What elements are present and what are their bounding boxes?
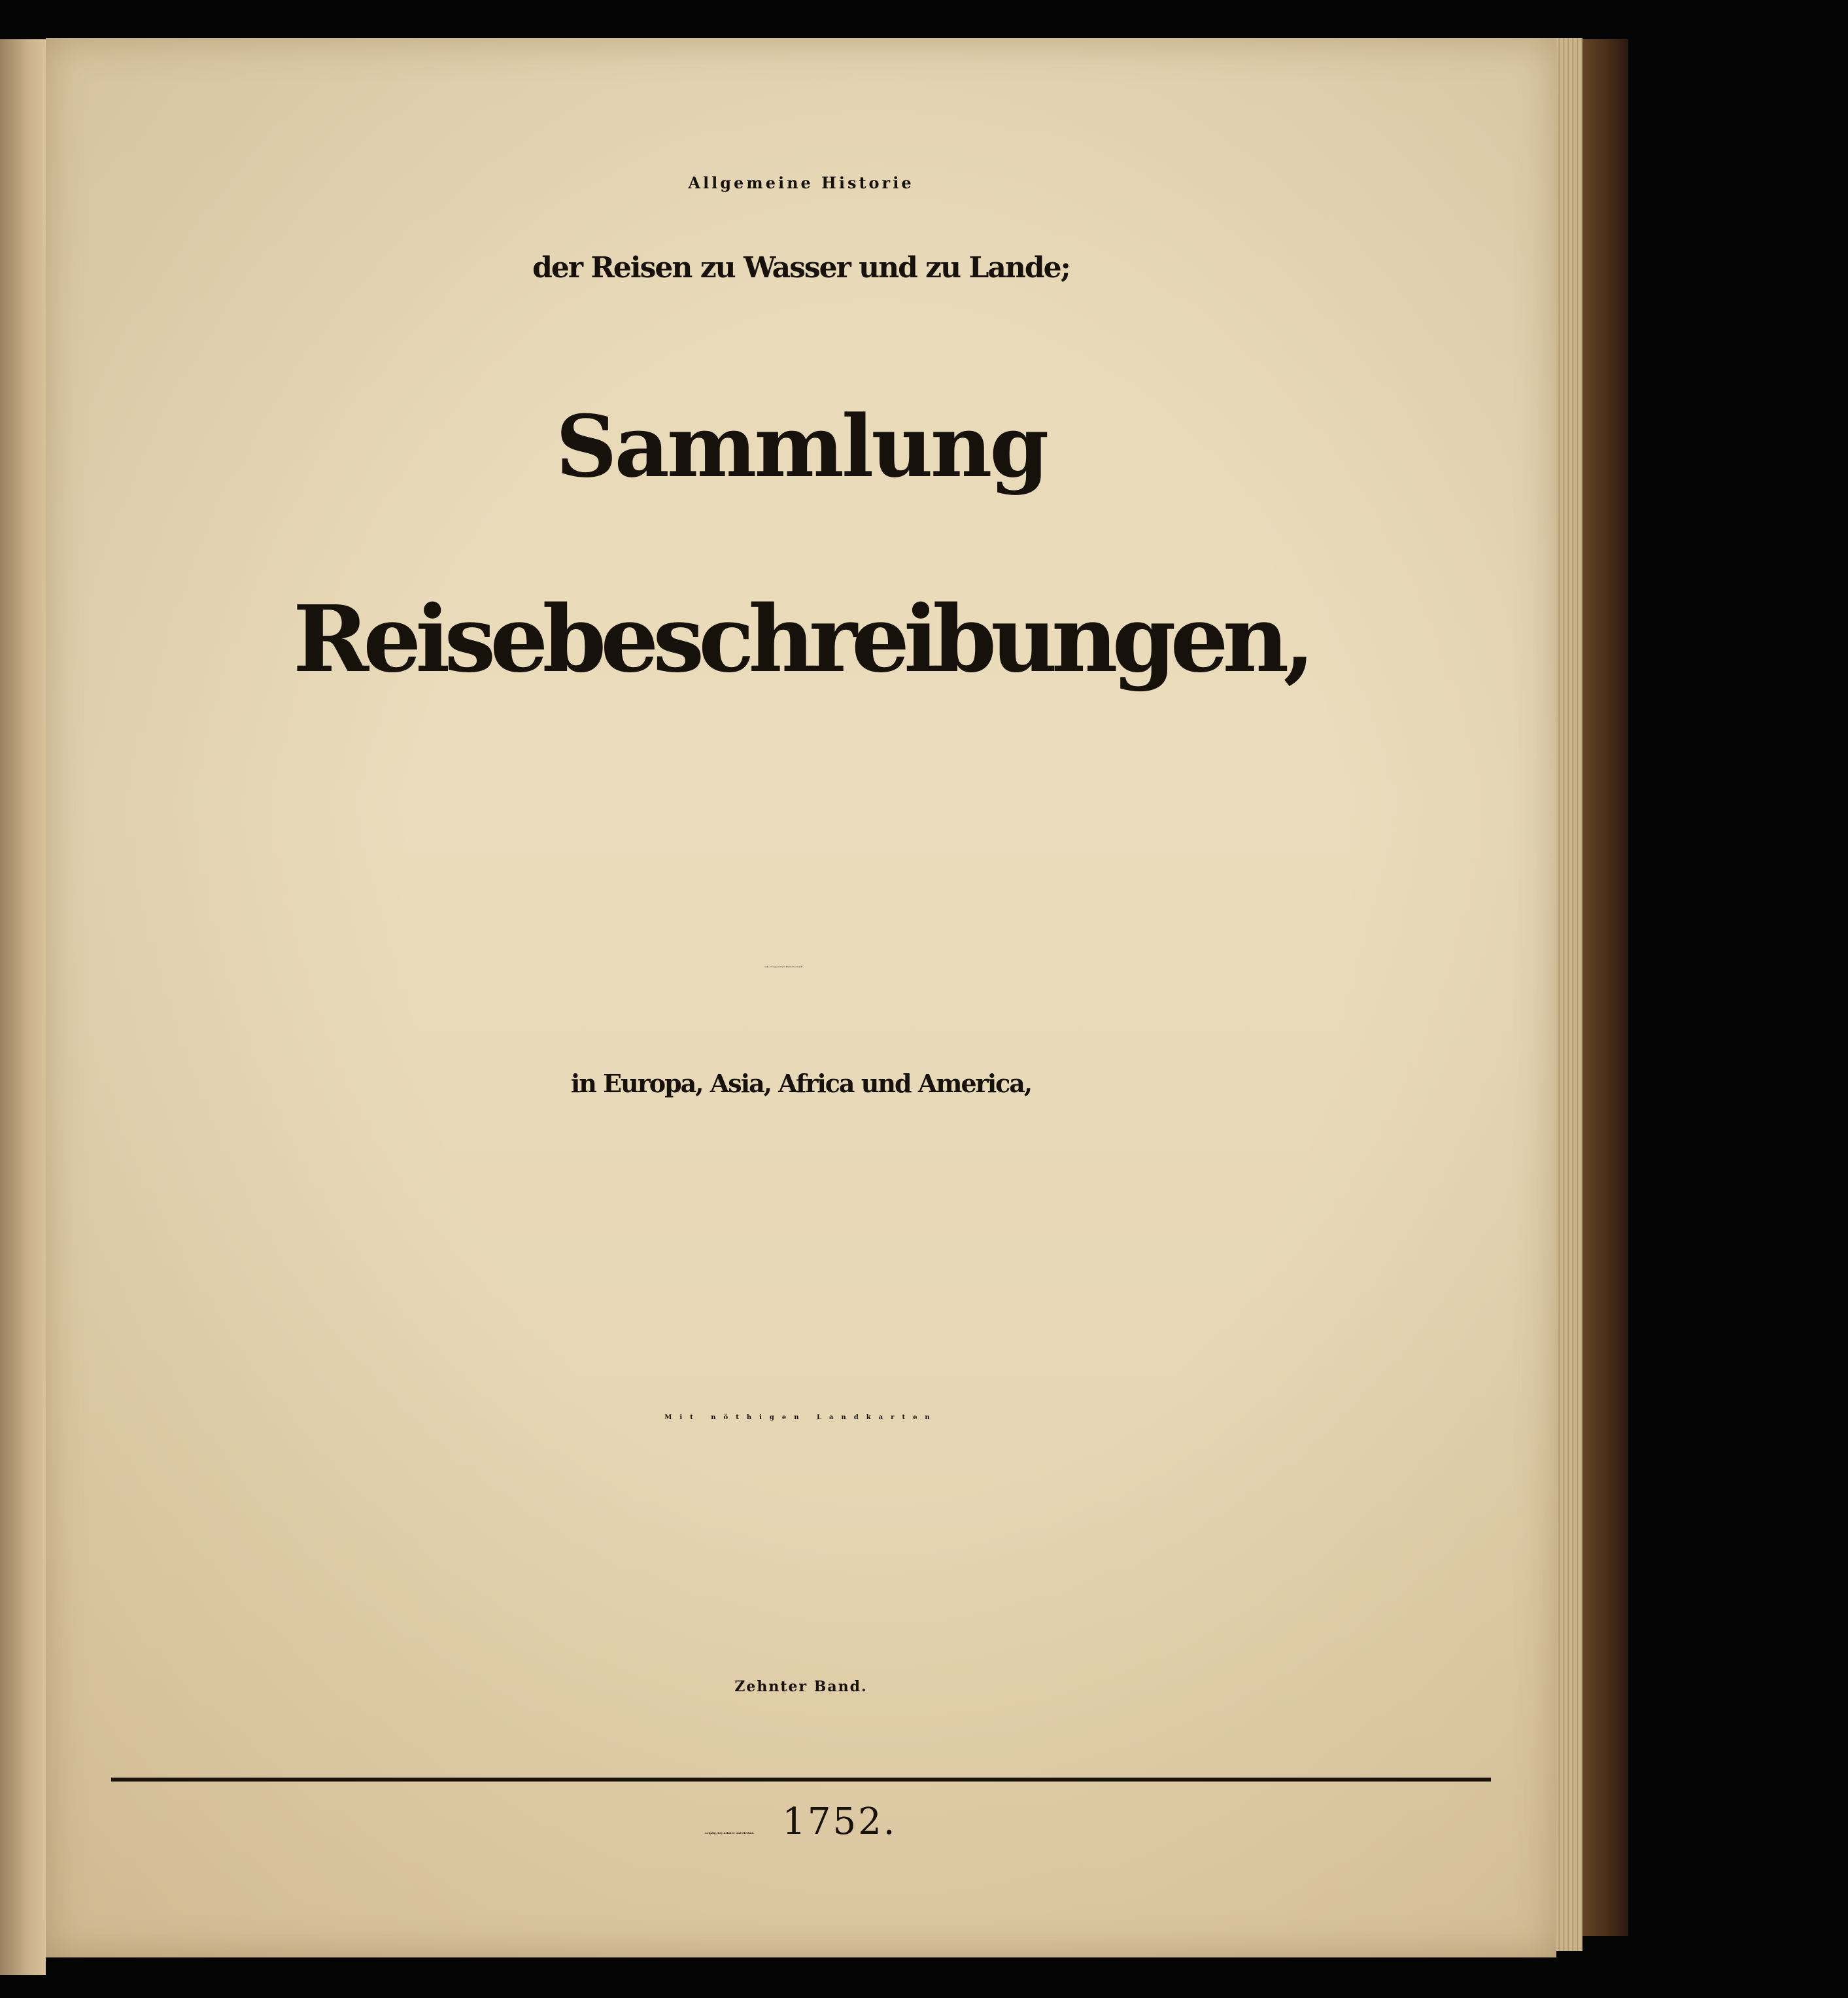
horizontal-rule [111, 1778, 1491, 1782]
imprint-text: Leipzig, bey Arkstee und Merkus. [705, 1831, 755, 1834]
text-line-13: in Europa, Asia, Africa und America, [570, 1069, 1032, 1098]
title-line-4: Sammlung [555, 396, 1047, 496]
imprint-line [46, 1800, 1556, 1843]
imprint-year: 1752. [782, 1800, 897, 1843]
title-line-6: Reisebeschreibungen, [292, 586, 1310, 693]
title-page [46, 38, 1556, 1957]
book-spine [1576, 39, 1628, 1936]
title-line-1: Allgemeine Historie [688, 173, 914, 192]
title-line-2: der Reisen zu Wasser und zu Lande; [532, 251, 1070, 284]
text-line-11 [46, 967, 1556, 968]
volume-label: Zehnter Band. [734, 1678, 868, 1695]
left-page-edge [0, 39, 46, 1975]
text-line-20: Mit nöthigen Landkarten [664, 1414, 938, 1421]
